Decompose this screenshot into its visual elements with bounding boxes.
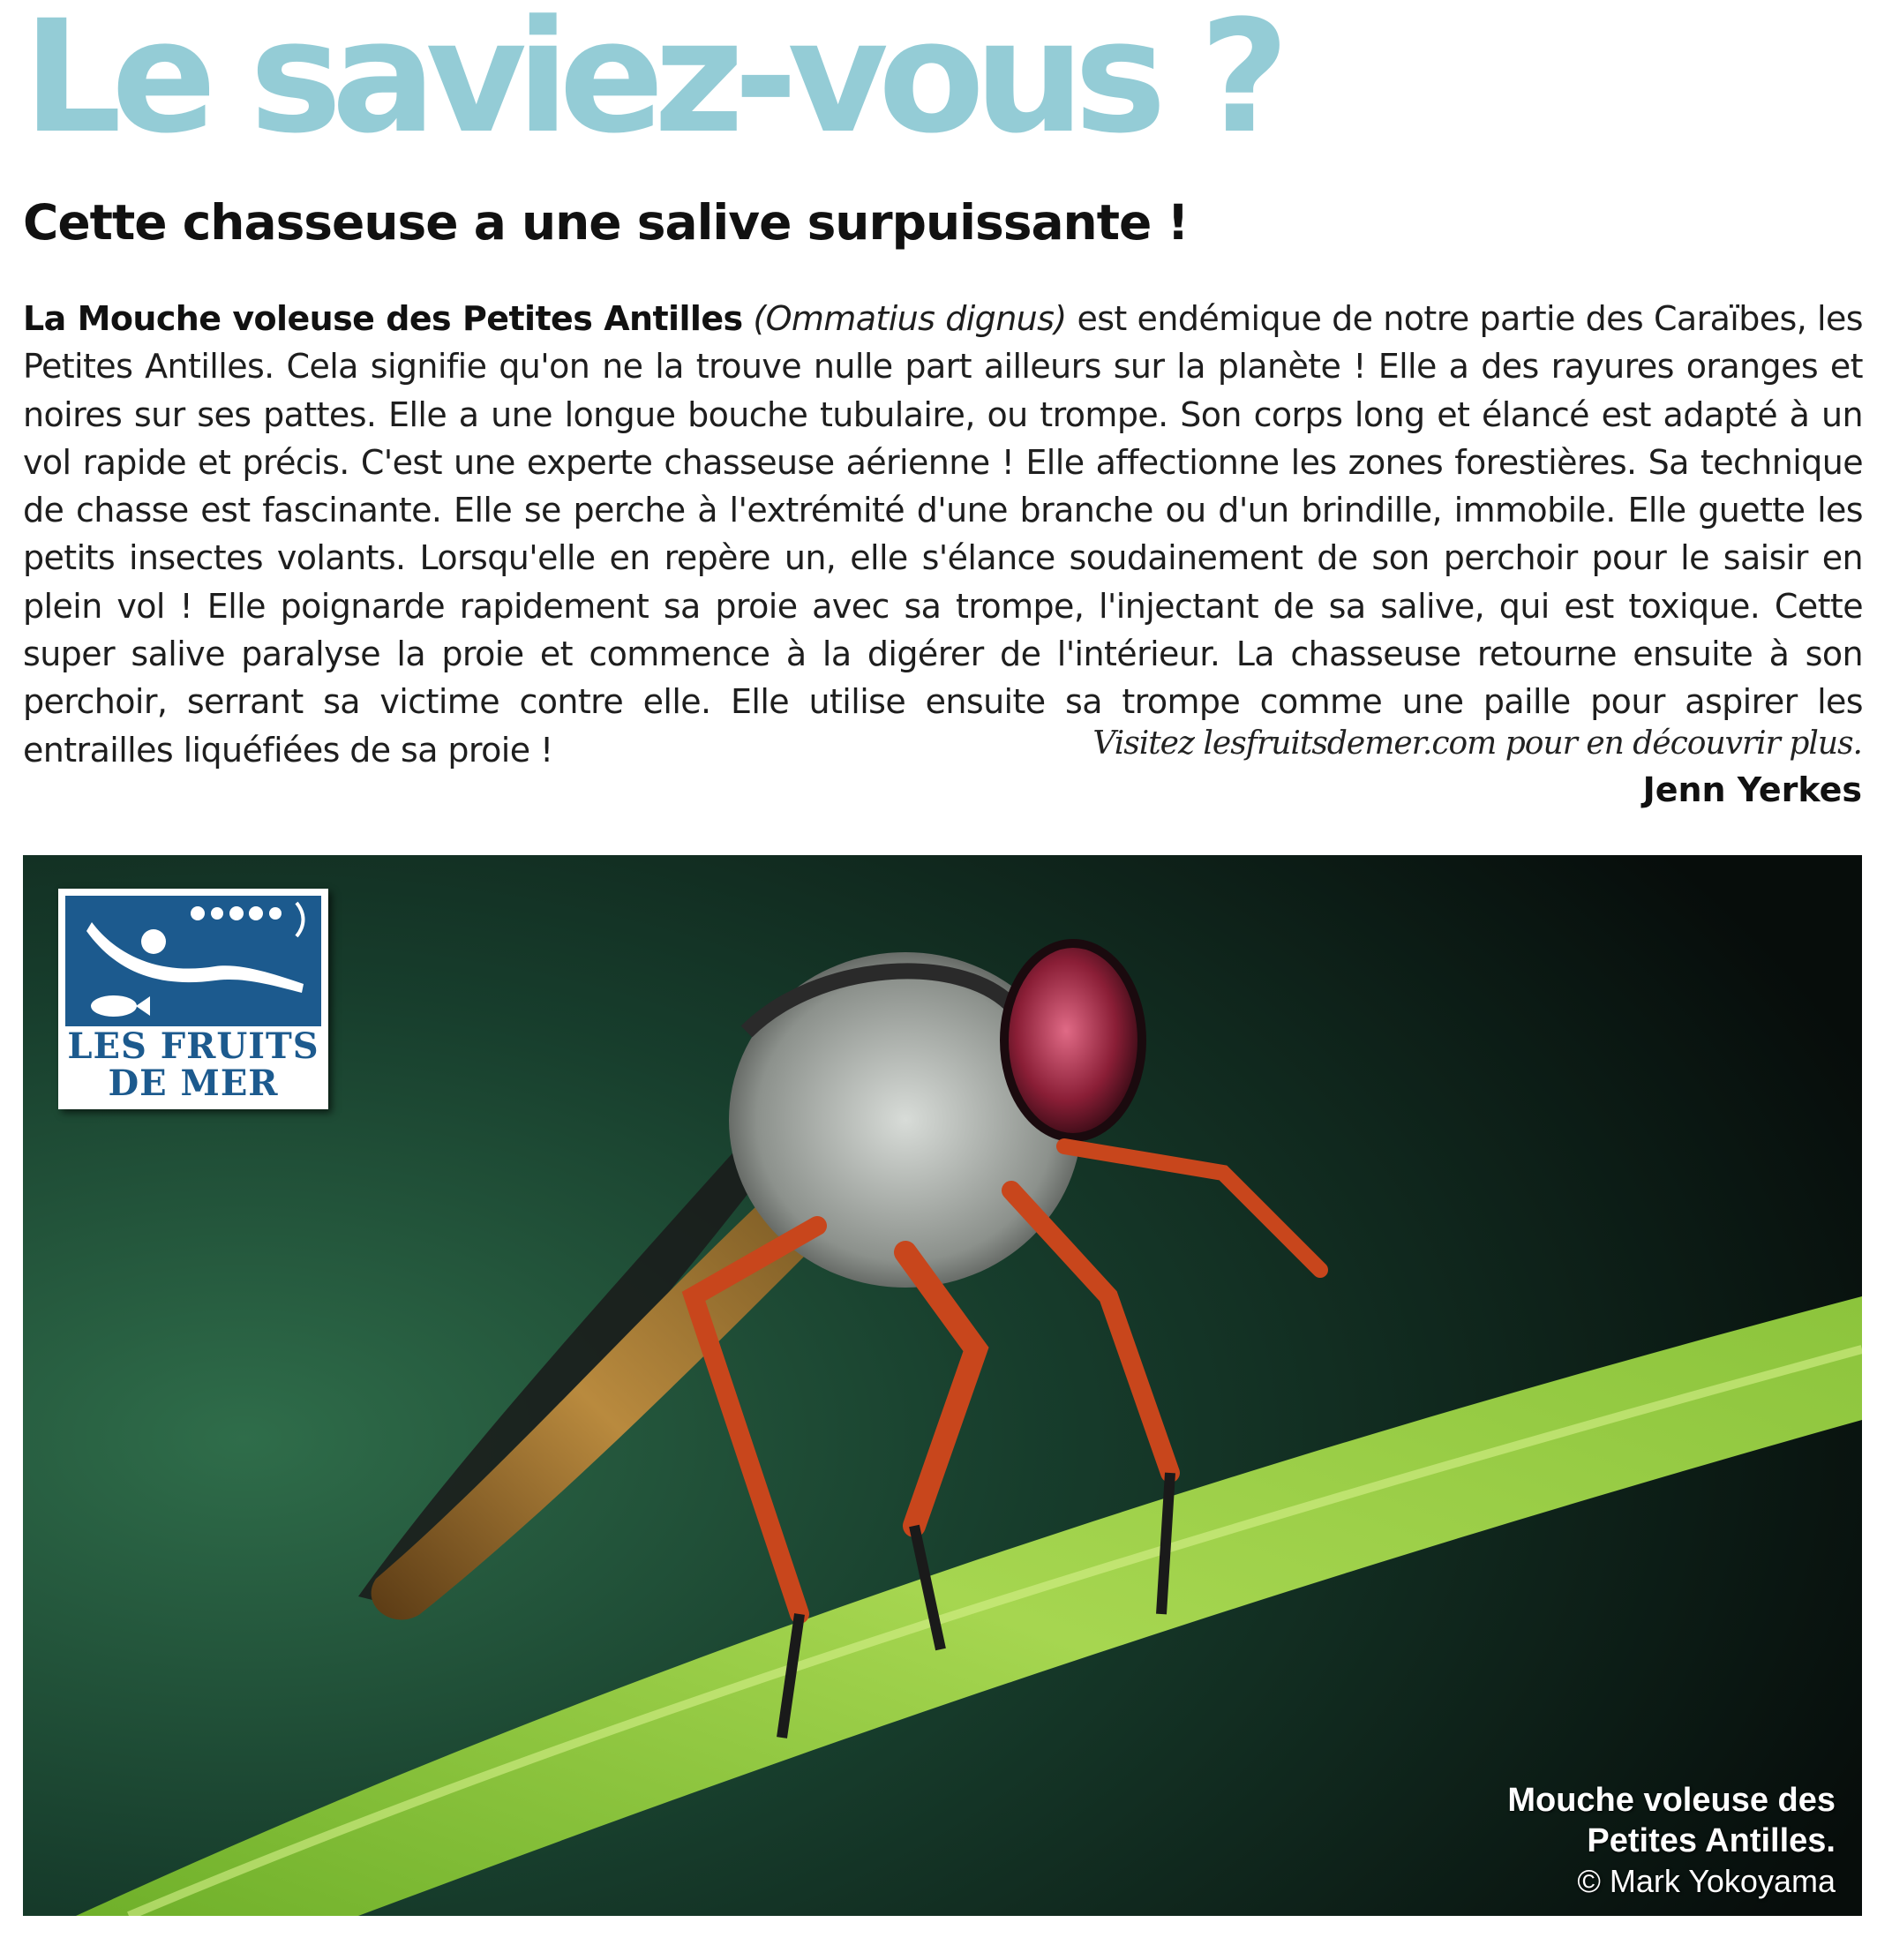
les-fruits-de-mer-logo <box>58 889 328 1109</box>
species-name: La Mouche voleuse des Petites Antilles <box>23 299 743 338</box>
page-title: Le saviez-vous ? <box>23 0 1280 168</box>
author-name: Jenn Yerkes <box>1642 770 1862 809</box>
caption-line-1: Mouche voleuse des <box>1507 1782 1836 1819</box>
visit-website-line: Visitez lesfruitsdemer.com pour en découvrir plus. <box>1092 725 1862 762</box>
caption-line-2: Petites Antilles. <box>1587 1822 1836 1859</box>
scientific-name: (Ommatius dignus) <box>753 299 1067 338</box>
article-body-text: est endémique de notre partie des Caraïbes, les Petites Antilles. Cela signifie qu'on ne la trouve nulle part ailleurs sur la planète ! Elle a des rayures oranges et noires sur ses pattes. Elle a une longue bouche tubulaire, ou trompe. Son corps long et élancé est adapté à un vol rapide et précis. C'est une experte chasseuse aérienne ! Elle affectionne les zones forestières. Sa technique de chasse est fascinante. Elle se perche à l'extrémité d'une branche ou d'un brindille, immobile. Elle guette les petits insectes volants. Lorsqu'elle en repère un, elle s'élance soudainement de son perchoir pour le saisir en plein vol ! Elle poignarde rapidement sa proie avec sa trompe, l'injectant de sa salive, qui est toxique. Cette super salive paralyse la proie et commence à la digérer de l'intérieur. La chasseuse retourne ensuite à son perchoir, serrant sa victime contre elle. Elle utilise ensuite sa trompe comme une paille pour aspirer les entrailles liquéfiées de sa proie ! <box>23 299 1863 770</box>
logo-line-2: DE MER <box>108 1063 279 1104</box>
logo-line-1: LES FRUITS <box>67 1025 319 1067</box>
robber-fly-photo <box>23 855 1862 1916</box>
article-body <box>23 295 1863 774</box>
mermaid-banner-icon <box>65 896 321 1026</box>
article-subtitle: Cette chasseuse a une salive surpuissante ! <box>23 194 1189 251</box>
photo-credit: © Mark Yokoyama <box>1577 1863 1836 1899</box>
photo-caption <box>1507 1780 1836 1902</box>
logo-wordmark <box>58 1025 328 1104</box>
